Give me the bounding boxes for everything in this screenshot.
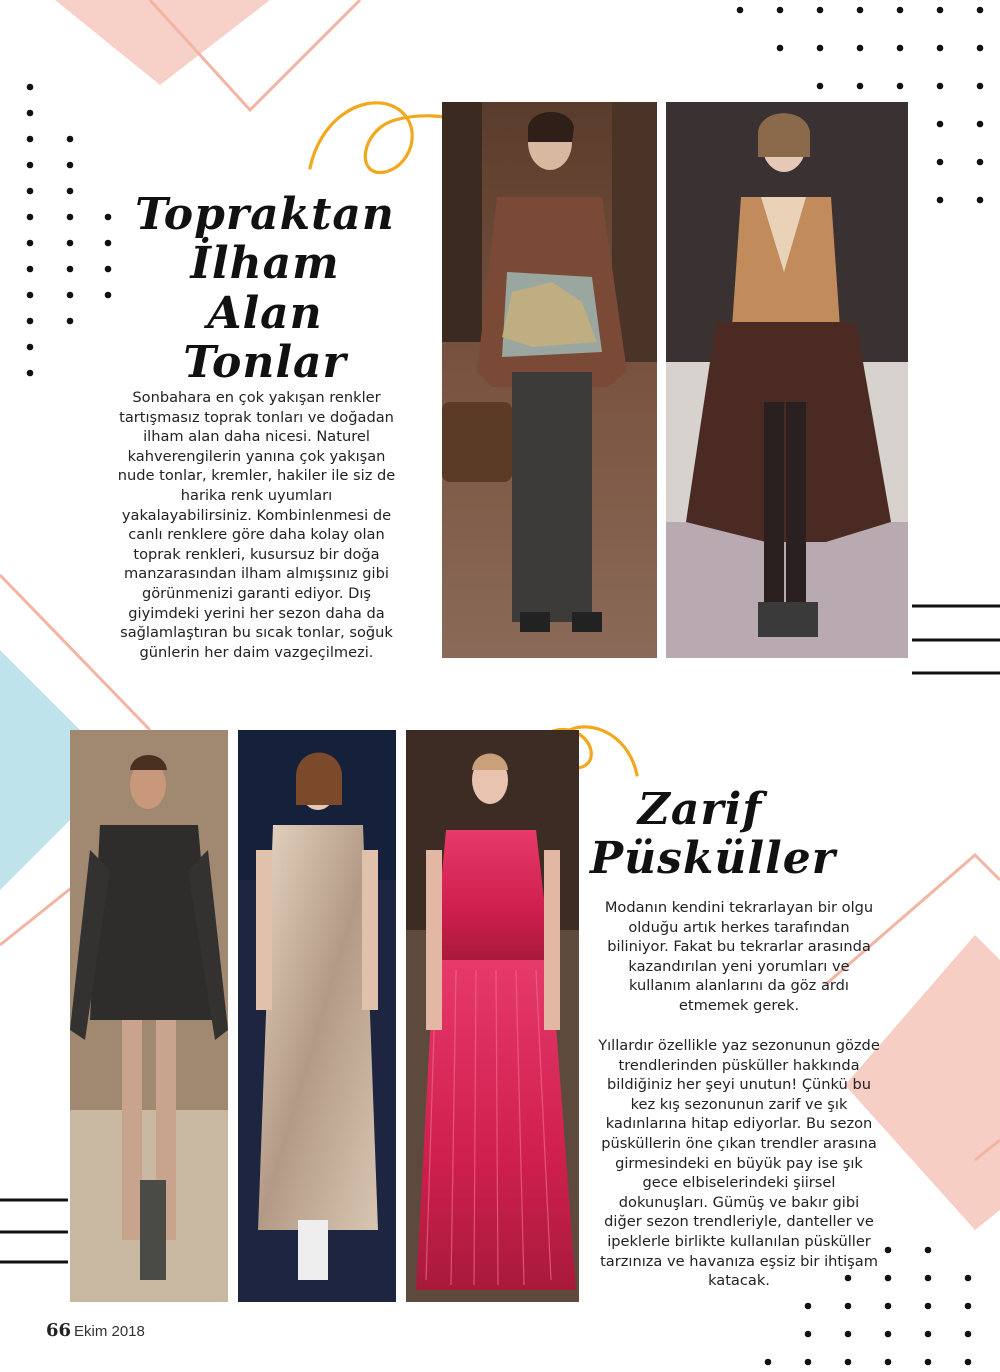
section1-title-line: Topraktan [135, 189, 395, 240]
section2-paragraph1: Modanın kendini tekrarlayan bir olgu olduğu artık herkes tarafından biliniyor. Fakat bu tekrarlar arasında kazandırılan yeni yorumları ve kullanım alanlarını da göz ardı etmemek gerek. [604, 899, 874, 1014]
runway-photo-brown-dress [666, 102, 908, 658]
section2-paragraph2: Yıllardır özellikle yaz sezonunun gözde trendlerinden püsküller hakkında bildiğiniz her şeyi unutun! Çünkü bu kez kış sezonunun zarif ve şık kadınlarına hitap ediyorlar. Bu sezon püsküllerin öne çıkan trendler arasına girmesindeki en büyük pay ise şık gece elbiselerindeki şiirsel dokunuşları. Gümüş ve bakır gibi diğer sezon trendleriyle, danteller ve ipeklerle birlikte kullanılan püsküller tarzınıza ve havanıza eşsiz bir ihtişam katacak. [598, 1037, 880, 1290]
section1-title [130, 190, 400, 387]
runway-photo-red-fringe [406, 730, 579, 1302]
section1-title-line: Tonlar [183, 336, 347, 388]
section2-title-line: Zarif [637, 784, 763, 835]
section2-title-line: Püsküller [590, 833, 836, 885]
issue-date: Ekim 2018 [74, 1323, 145, 1340]
runway-photo-black-lace [70, 730, 228, 1302]
section2-title [590, 784, 836, 885]
runway-photo-silver-dress [238, 730, 396, 1302]
page-number: 66 [46, 1320, 72, 1341]
section1-title-line: İlham Alan [190, 238, 340, 339]
runway-photo-brown-sweater [442, 102, 657, 658]
section1-body: Sonbahara en çok yakışan renkler tartışmasız toprak tonları ve doğadan ilham alan daha nicesi. Naturel kahverengilerin yanına çok yakışan nude tonlar, kremler, hakiler ile siz de harika renk uyumları yakalayabilirsiniz. Kombinlenmesi de canlı renklere göre daha kolay olan toprak renkleri, kusursuz bir doğa manzarasından ilham almışsınız gibi görünmenizi garanti ediyor. Dış giyimdeki yerini her sezon daha da sağlamlaştıran bu sıcak tonlar, soğuk günlerin her daim vazgeçilmezi. [117, 389, 396, 661]
